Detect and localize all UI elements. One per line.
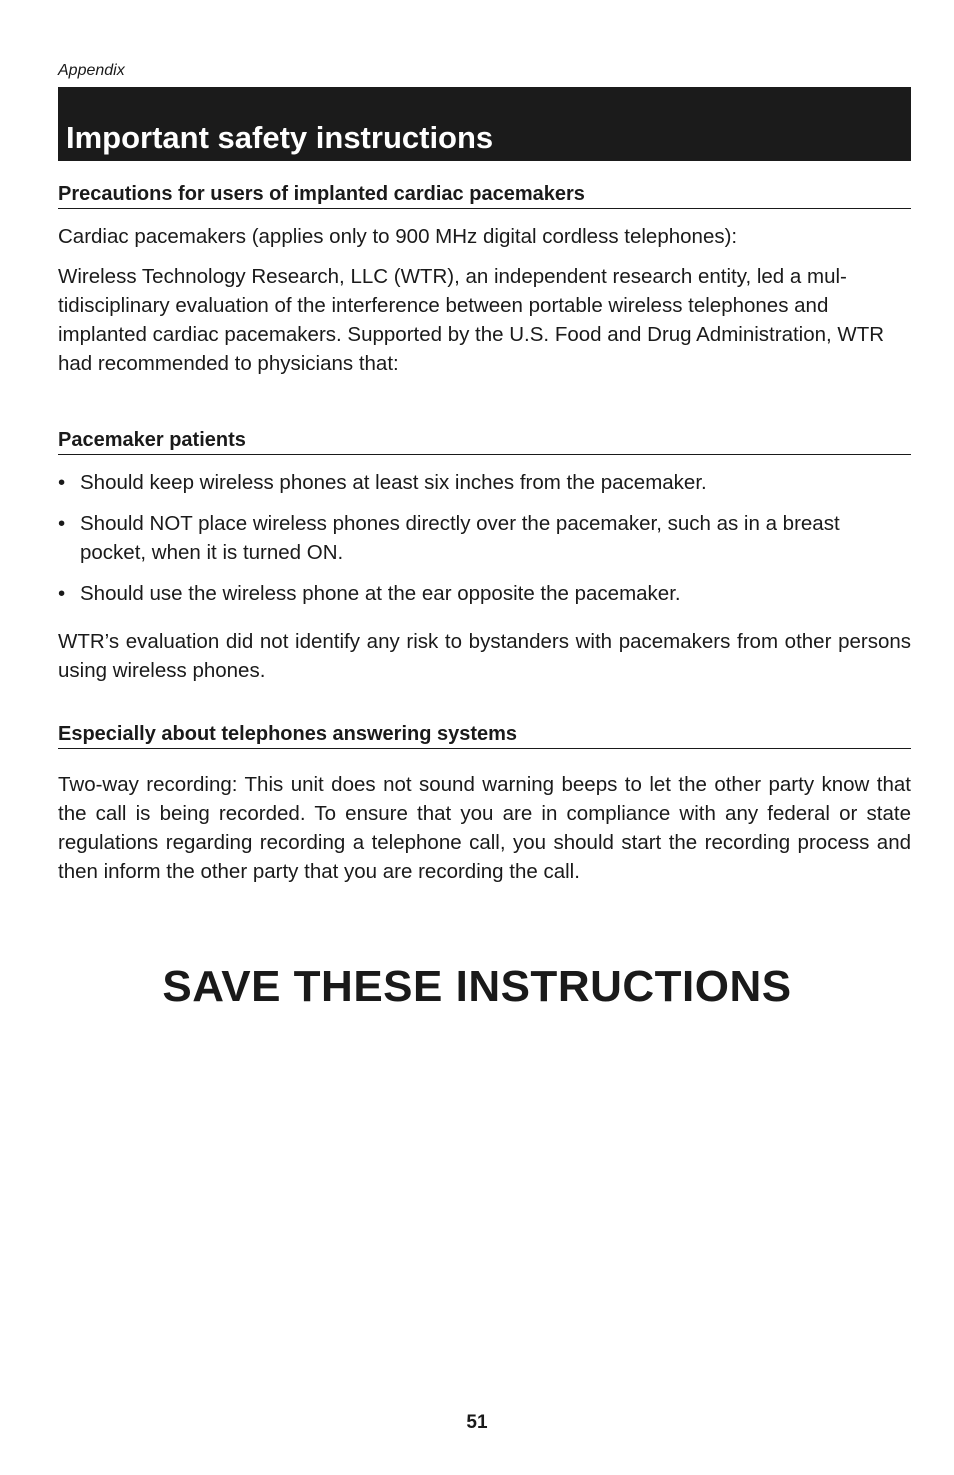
two-way-recording-paragraph: Two-way recording: This unit does not sound warning beeps to let the other party know that the call is being recorded. To ensure that you are in compliance with any federal or state regulations regarding recording a telephone call, you should start the recording process and then inform the other party that you are recording the call. [58, 773, 911, 883]
page-number: 51 [466, 1412, 488, 1433]
save-instructions-title: SAVE THESE INSTRUCTIONS [162, 962, 792, 1011]
answering-systems-heading: Especially about telephones answering systems [58, 722, 911, 749]
bullet-icon: • [58, 512, 66, 535]
list-item-text: Should NOT place wireless phones directly over the pacemaker, such as in a breast pocket, when it is turned ON. [80, 512, 840, 564]
pacemaker-patients-heading: Pacemaker patients [58, 428, 911, 455]
wtr-research-paragraph: Wireless Technology Research, LLC (WTR), an independent research entity, led a mul-tidisciplinary evaluation of the interference between portable wireless telephones and implanted cardiac pacemakers. Supported by the U.S. Food and Drug Administration, WTR had recommended to physicians that: [58, 265, 885, 375]
pacemaker-intro-text: Cardiac pacemakers (applies only to 900 MHz digital cordless telephones): [58, 225, 738, 248]
pacemaker-precautions-heading: Precautions for users of implanted cardiac pacemakers [58, 182, 911, 209]
section-tag: Appendix [58, 62, 125, 79]
list-item-text: Should keep wireless phones at least six inches from the pacemaker. [80, 471, 707, 494]
list-item [58, 579, 911, 608]
page-title: Important safety instructions [66, 120, 494, 155]
title-banner [58, 87, 911, 161]
list-item [58, 509, 911, 567]
list-item-text: Should use the wireless phone at the ear opposite the pacemaker. [80, 582, 681, 605]
bullet-icon: • [58, 582, 66, 605]
pacemaker-patients-list [58, 468, 911, 620]
list-item [58, 468, 911, 497]
bullet-icon: • [58, 471, 66, 494]
wtr-evaluation-note: WTR’s evaluation did not identify any risk to bystanders with pacemakers from other persons using wireless phones. [58, 630, 911, 682]
